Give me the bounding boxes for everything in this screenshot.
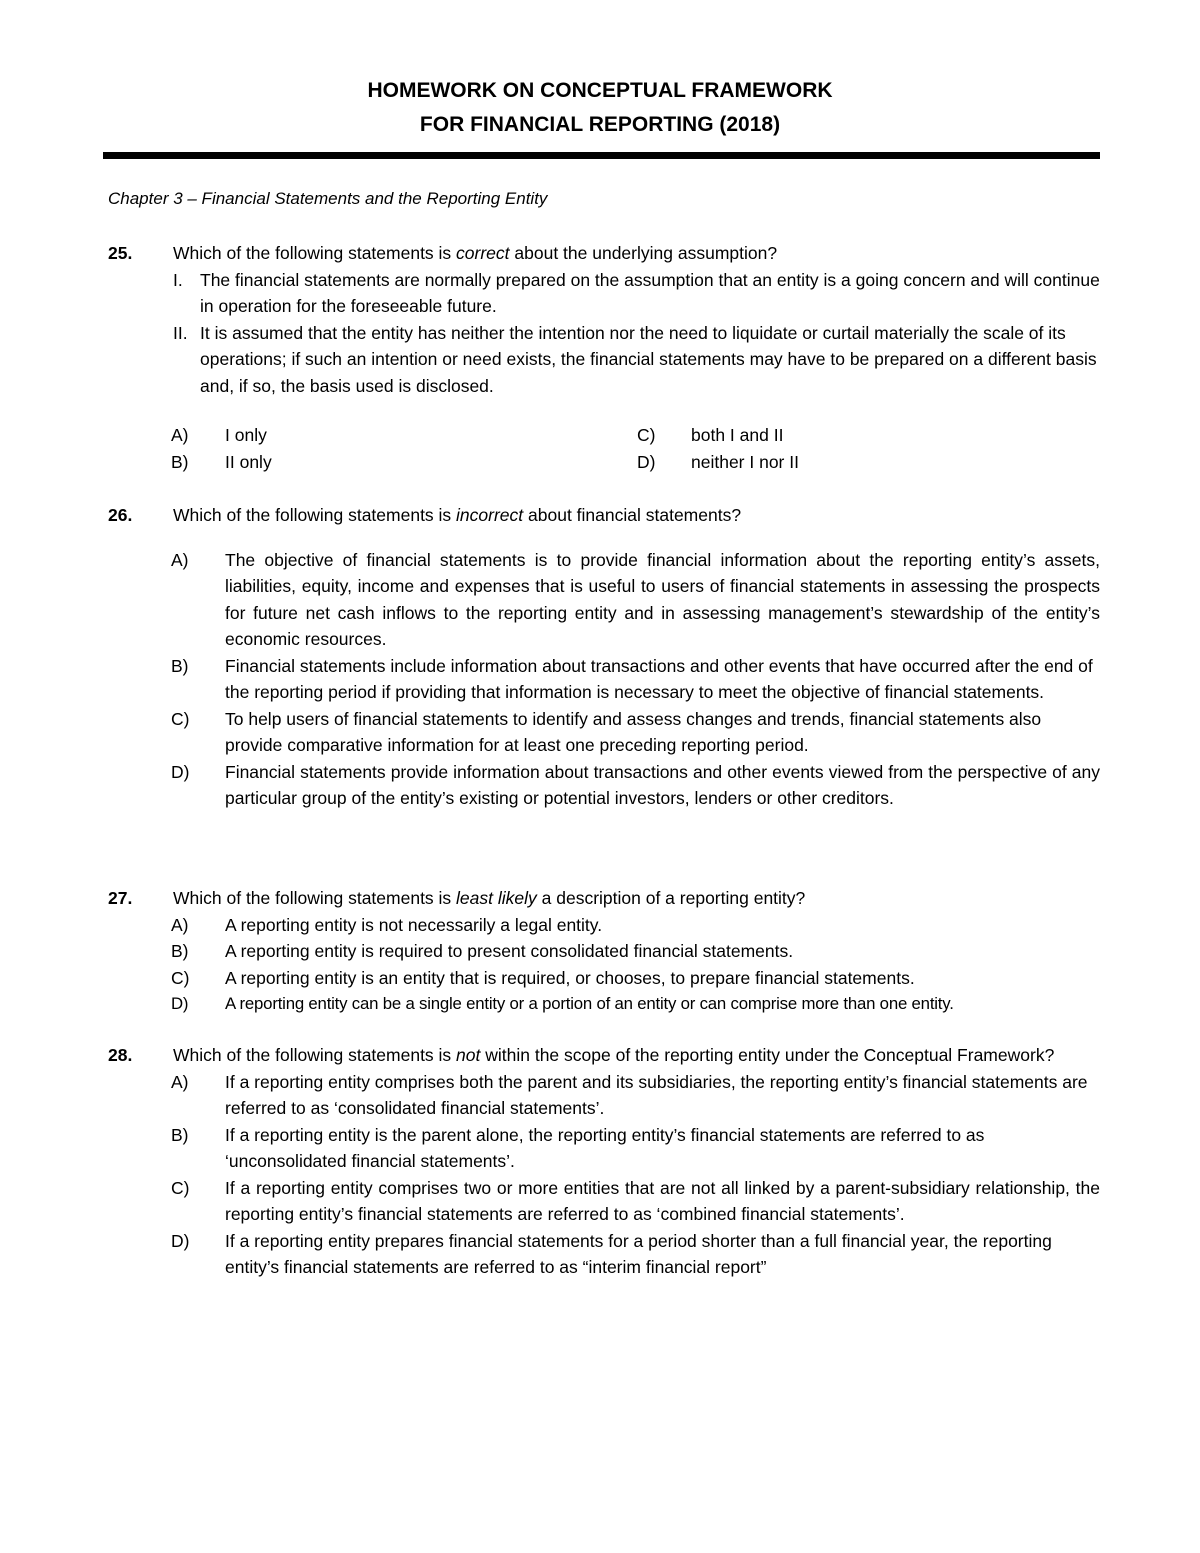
option-label: B) <box>171 655 189 676</box>
statement-text: The financial statements are normally prepared on the assumption that an entity is a going concern and will continue in operation for the foreseeable future. <box>200 269 1100 316</box>
document-title-line-1: HOMEWORK ON CONCEPTUAL FRAMEWORK <box>367 79 833 102</box>
option-text: The objective of financial statements is to provide financial information about the reporting entity’s assets, liabilities, equity, income and expenses that is useful to users of financial statements in assessing the prospects for future net cash inflows to the reporting entity and in assessing management’s stewardship of the entity’s economic resources. <box>225 549 1100 649</box>
question-number: 27. <box>108 888 133 908</box>
option-text: To help users of financial statements to identify and assess changes and trends, financial statements also provide comparative information for at least one preceding reporting period. <box>225 708 1042 755</box>
statement-ii <box>173 320 1100 400</box>
question-text: Which of the following statements is least likely a description of a reporting entity? <box>173 888 806 908</box>
option-text: If a reporting entity is the parent alone, the reporting entity’s financial statements are referred to as ‘unconsolidated financial statements’. <box>225 1124 985 1171</box>
option-c <box>171 706 1100 759</box>
question-text: Which of the following statements is not within the scope of the reporting entity under the Conceptual Framework? <box>173 1045 1055 1065</box>
option-text: A reporting entity is an entity that is required, or chooses, to prepare financial statements. <box>225 967 915 988</box>
option-a <box>171 1069 1100 1122</box>
answer-options-grid <box>108 422 1100 475</box>
option-label: D) <box>171 761 190 782</box>
statement-numeral: II. <box>173 322 188 343</box>
statement-text: It is assumed that the entity has neither the intention nor the need to liquidate or curtail materially the scale of its operations; if such an intention or need exists, the financial statements may have to be prepared on a different basis and, if so, the basis used is disclosed. <box>200 322 1097 396</box>
question-27 <box>108 885 1100 1018</box>
option-d <box>171 759 1100 812</box>
option-label: B) <box>171 452 189 472</box>
option-text: A reporting entity is required to present consolidated financial statements. <box>225 941 794 961</box>
option-text: If a reporting entity prepares financial statements for a period shorter than a full financial year, the reporting entity’s financial statements are referred to as “interim financial report” <box>225 1230 1052 1277</box>
option-label: D) <box>171 994 189 1013</box>
option-c <box>171 965 1100 992</box>
question-number: 25. <box>108 243 133 263</box>
question-28 <box>108 1042 1100 1281</box>
option-label: D) <box>637 452 656 472</box>
option-label: A) <box>171 425 189 445</box>
option-b <box>171 1122 1100 1175</box>
title-divider <box>103 152 1100 159</box>
statement-numeral: I. <box>173 269 183 290</box>
option-text: I only <box>225 425 267 445</box>
question-text: Which of the following statements is correct about the underlying assumption? <box>173 243 778 263</box>
option-label: A) <box>171 914 189 935</box>
option-text: If a reporting entity comprises both the parent and its subsidiaries, the reporting entity’s financial statements are referred to as ‘consolidated financial statements’. <box>225 1071 1088 1118</box>
option-label: B) <box>171 1124 189 1145</box>
question-number: 26. <box>108 505 133 525</box>
option-text: neither I nor II <box>691 452 799 472</box>
option-d <box>171 991 1100 1018</box>
question-26 <box>108 502 1100 812</box>
option-label: A) <box>171 549 189 570</box>
document-title-line-2: FOR FINANCIAL REPORTING (2018) <box>419 113 781 136</box>
option-label: C) <box>171 1177 190 1198</box>
option-text: Financial statements include information about transactions and other events that have occurred after the end of the reporting period if providing that information is necessary to meet the objective of financial statements. <box>225 655 1093 702</box>
option-c <box>171 1175 1100 1228</box>
option-label: A) <box>171 1071 189 1092</box>
question-25 <box>108 240 1100 475</box>
option-label: C) <box>171 708 190 729</box>
option-b <box>171 938 1100 965</box>
question-number: 28. <box>108 1045 133 1065</box>
option-d <box>171 1228 1100 1281</box>
option-text: A reporting entity is not necessarily a legal entity. <box>225 914 603 935</box>
option-text: II only <box>225 452 272 472</box>
option-text: A reporting entity can be a single entity or a portion of an entity or can comprise more than one entity. <box>225 994 954 1013</box>
option-a <box>171 547 1100 653</box>
option-text: If a reporting entity comprises two or more entities that are not all linked by a parent-subsidiary relationship, the reporting entity’s financial statements are referred to as ‘combined financial statements’. <box>225 1177 1100 1224</box>
chapter-heading: Chapter 3 – Financial Statements and the Reporting Entity <box>108 189 548 208</box>
question-text: Which of the following statements is incorrect about financial statements? <box>173 505 742 525</box>
option-text: Financial statements provide information about transactions and other events viewed from the perspective of any particular group of the entity’s existing or potential investors, lenders or other creditors. <box>225 761 1100 808</box>
option-label: C) <box>171 967 190 988</box>
statement-i <box>173 267 1100 320</box>
option-label: D) <box>171 1230 190 1251</box>
option-label: B) <box>171 941 189 961</box>
option-a <box>171 912 1100 939</box>
option-text: both I and II <box>691 425 784 445</box>
option-label: C) <box>637 425 656 445</box>
option-b <box>171 653 1100 706</box>
